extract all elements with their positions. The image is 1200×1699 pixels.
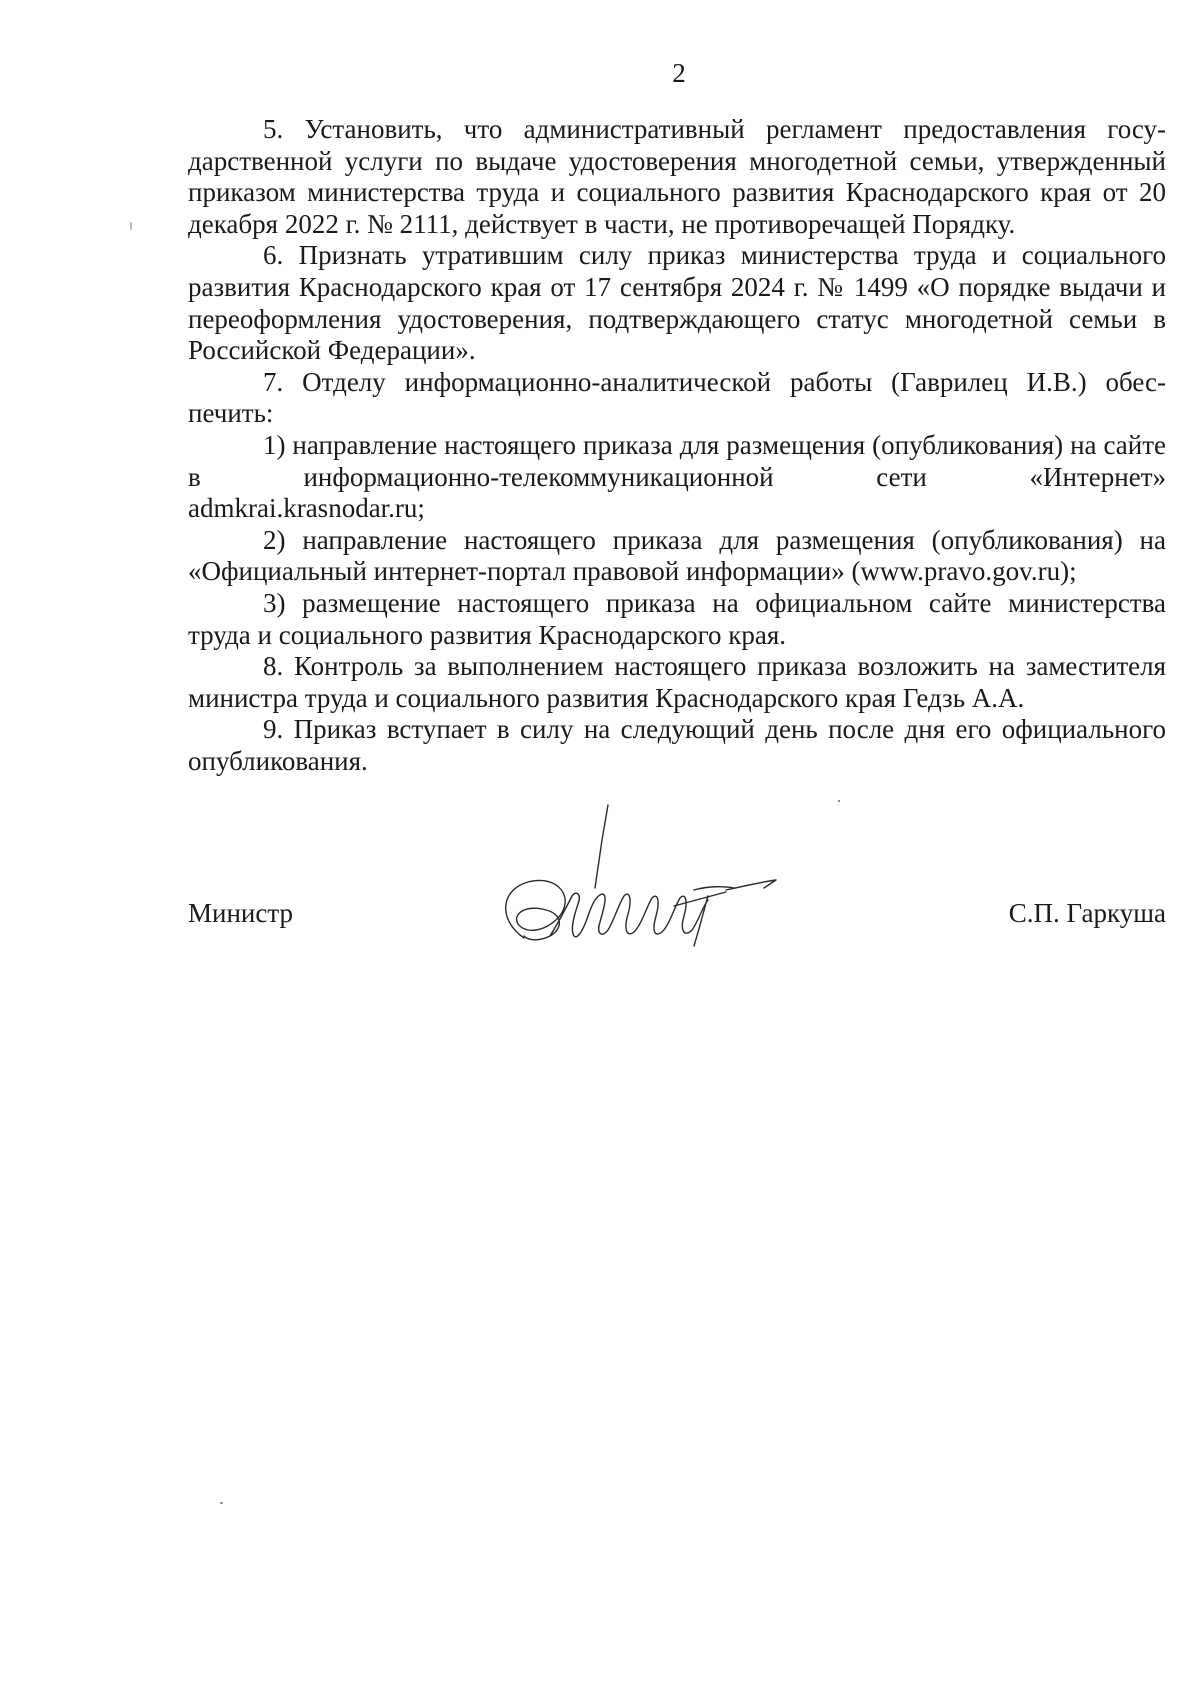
paragraph-7: 7. Отделу информационно-аналитической работы (Гаврилец И.В.) обеспечить:: [188, 366, 1166, 429]
scan-speck: [220, 1502, 223, 1504]
signatory-role: Министр: [188, 898, 293, 928]
scan-speck: [838, 800, 840, 802]
paragraph-6: 6. Признать утратившим силу приказ министерства труда и социального развития Краснодарского края от 17 сентября 2024 г. № 1499 «О порядке выдачи и переоформления удостоверения, подтверждающего статус многодетной семьи в Российской Федерации».: [188, 240, 1166, 366]
paragraph-7-item-1: 1) направление настоящего приказа для размещения (опубликования) на сайте в информационно-телекоммуникационной сети «Интернет»: [188, 429, 1166, 492]
paragraph-7-item-1-url: admkrai.krasnodar.ru;: [188, 493, 425, 524]
signature-block: [188, 898, 1166, 938]
paragraph-8: 8. Контроль за выполнением настоящего приказа возложить на заместителя министра труда и социального развития Краснодарского края Гедзь А.А.: [188, 651, 1166, 713]
paragraph-7-item-2: 2) направление настоящего приказа для размещения (опубликования) на «Официальный интернет-портал правовой информации» (www.pravo.gov.ru);: [188, 524, 1166, 587]
page-number: 2: [672, 58, 686, 88]
paragraph-5: 5. Установить, что административный регламент предоставления государственной услуги по выдаче удостоверения многодетной семьи, утвержденный приказом министерства труда и социального развития Краснодарского края от 20 декабря 2022 г. № 2111, действует в части, не противоречащей Порядку.: [188, 114, 1166, 239]
paragraph-7-item-3: 3) размещение настоящего приказа на официальном сайте министерства труда и социального развития Краснодарского края.: [188, 587, 1166, 650]
signatory-name: С.П. Гаркуша: [1008, 898, 1166, 928]
scan-speck: [130, 222, 132, 230]
paragraph-9: 9. Приказ вступает в силу на следующий день после дня его официального опубликования.: [188, 714, 1166, 776]
document-body: [188, 114, 1166, 777]
